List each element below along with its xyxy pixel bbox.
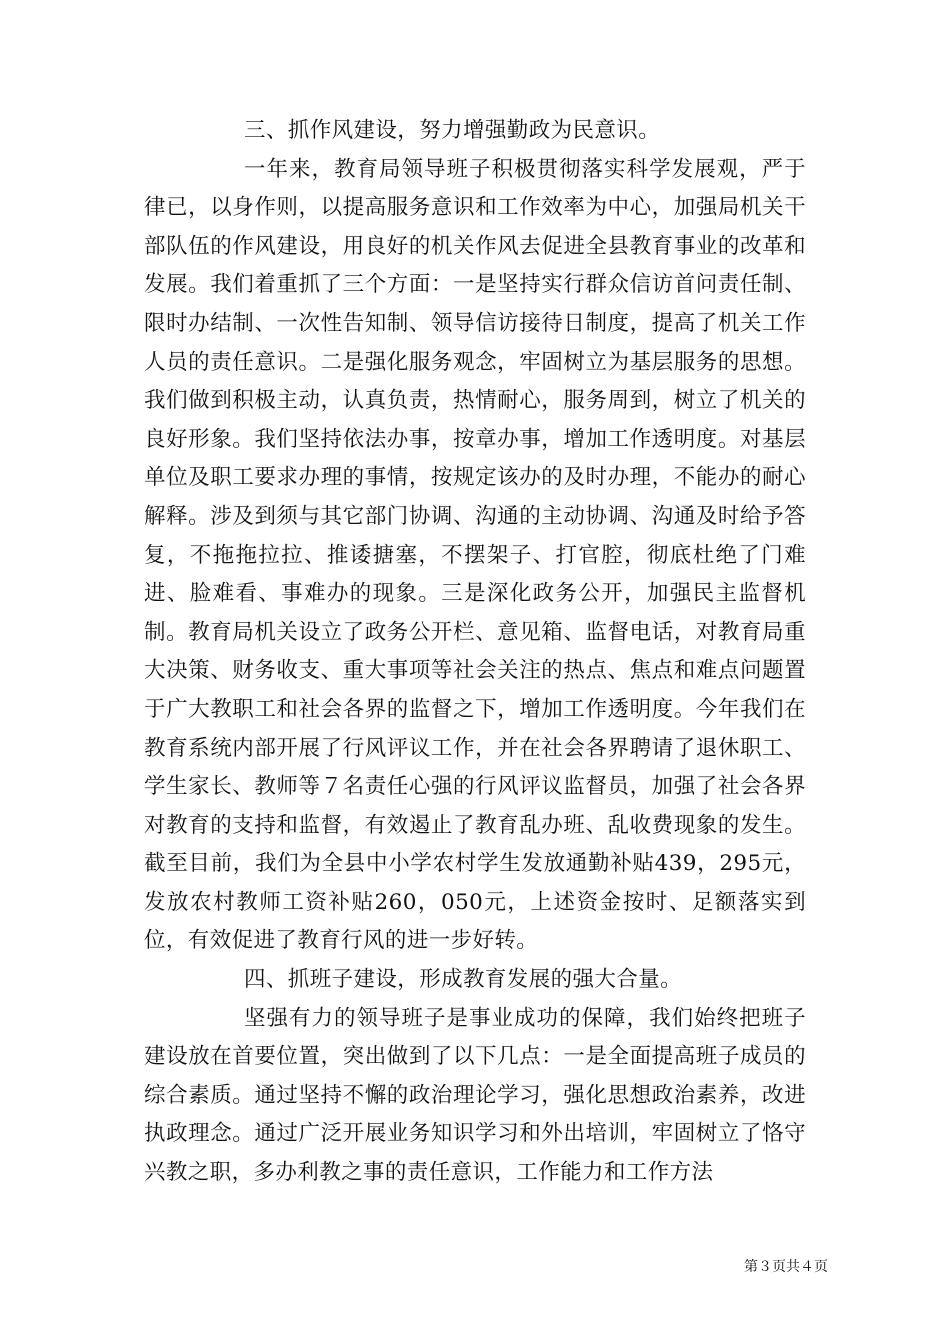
section-3-heading: 三、抓作风建设，努力增强勤政为民意识。 — [244, 118, 661, 143]
section-3-paragraph: 一年来，教育局领导班子积极贯彻落实科学发展观，严于律已，以身作则，以提高服务意识和工作效率为中心，加强局机关干部队伍的作风建设，用良好的机关作风去促进全县教育事业的改革和发展。我们着重抓了三个方面：一是坚持实行群众信访首问责任制、限时办结制、一次性告知制、领导信访接待日制度，提高了机关工作人员的责任意识。二是强化服务观念，牢固树立为基层服务的思想。我们做到积极主动，认真负责，热情耐心，服务周到，树立了机关的良好形象。我们坚持依法办事，按章办事，增加工作透明度。对基层单位及职工要求办理的事情，按规定该办的及时办理，不能办的耐心解释。涉及到须与其它部门协调、沟通的主动协调、沟通及时给予答复，不拖拖拉拉、推诿搪塞，不摆架子、打官腔，彻底杜绝了门难进、脸难看、事难办的现象。三是深化政务公开，加强民主监督机制。教育局机关设立了政务公开栏、意见箱、监督电话，对教育局重大决策、财务收支、重大事项等社会关注的热点、焦点和难点问题置于广大教职工和社会各界的监督之下，增加工作透明度。今年我们在教育系统内部开展了行风评议工作，并在社会各界聘请了退休职工、学生家长、教师等７名责任心强的行风评议监督员，加强了社会各界对教育的支持和监督，有效遏止了教育乱办班、乱收费现象的发生。截至目前，我们为全县中小学农村学生发放通勤补贴439，295元，发放农村教师工资补贴260，050元，上述资金按时、足额落实到位，有效促进了教育行风的进一步好转。 — [144, 156, 806, 954]
section-4-paragraph: 坚强有力的领导班子是事业成功的保障，我们始终把班子建设放在首要位置，突出做到了以下几点：一是全面提高班子成员的综合素质。通过坚持不懈的政治理论学习，强化思想政治素养，改进执政理念。通过广泛开展业务知识学习和外出培训，牢固树立了恪守兴教之职，多办利教之事的责任意识，工作能力和工作方法 — [144, 1005, 806, 1186]
page-number-footer: 第３页共４页 — [744, 1259, 828, 1275]
document-body — [144, 112, 806, 1193]
section-4-heading: 四、抓班子建设，形成教育发展的强大合量。 — [244, 967, 683, 993]
